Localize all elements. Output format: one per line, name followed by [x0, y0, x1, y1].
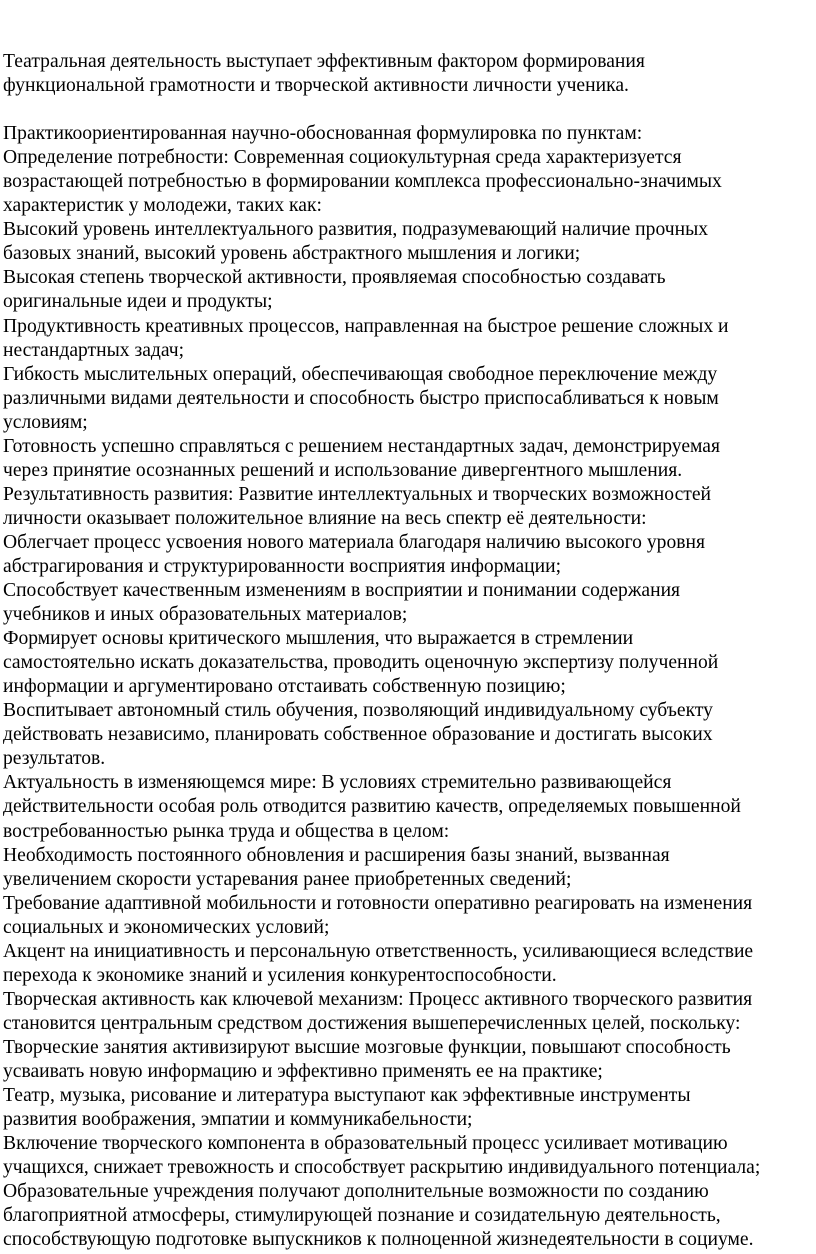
text-line: Определение потребности: Современная социокультурная среда характеризуется: [3, 147, 682, 169]
text-line: Творческая активность как ключевой механизм: Процесс активного творческого развития: [3, 988, 753, 1010]
text-line: Необходимость постоянного обновления и расширения базы знаний, вызванная: [3, 844, 670, 866]
text-line: становится центральным средством достижения вышеперечисленных целей, поскольку:: [3, 1012, 741, 1034]
text-line: перехода к экономике знаний и усиления конкурентоспособности.: [3, 964, 557, 986]
text-line: Актуальность в изменяющемся мире: В условиях стремительно развивающейся: [3, 772, 672, 794]
text-line: через принятие осознанных решений и использование дивергентного мышления.: [3, 459, 683, 481]
text-line: различными видами деятельности и способность быстро приспосабливаться к новым: [3, 387, 719, 409]
text-line: Высокая степень творческой активности, проявляемая способностью создавать: [3, 267, 666, 289]
text-line: самостоятельно искать доказательства, проводить оценочную экспертизу полученной: [3, 652, 719, 674]
text-line: Формирует основы критического мышления, что выражается в стремлении: [3, 628, 634, 650]
text-line: личности оказывает положительное влияние на весь спектр её деятельности:: [3, 507, 647, 529]
text-line: Воспитывает автономный стиль обучения, позволяющий индивидуальному субъекту: [3, 700, 713, 722]
text-line: благоприятной атмосферы, стимулирующей познание и созидательную деятельность,: [3, 1205, 721, 1227]
paragraph-spacer: [3, 98, 814, 122]
text-line: социальных и экономических условий;: [3, 916, 330, 938]
text-line: Высокий уровень интеллектуального развития, подразумевающий наличие прочных: [3, 219, 709, 241]
text-line: Требование адаптивной мобильности и готовности оперативно реагировать на изменения: [3, 892, 753, 914]
text-line: Включение творческого компонента в образовательный процесс усиливает мотивацию: [3, 1133, 728, 1155]
text-line: учащихся, снижает тревожность и способствует раскрытию индивидуального потенциала;: [3, 1157, 761, 1179]
text-line: базовых знаний, высокий уровень абстрактного мышления и логики;: [3, 243, 581, 265]
text-line: результатов.: [3, 748, 106, 770]
text-line: Акцент на инициативность и персональную ответственность, усиливающиеся вследствие: [3, 940, 754, 962]
text-line: увеличением скорости устаревания ранее приобретенных сведений;: [3, 868, 572, 890]
text-line: возрастающей потребностью в формировании комплекса профессионально-значимых: [3, 171, 722, 193]
text-line: усваивать новую информацию и эффективно применять ее на практике;: [3, 1060, 603, 1082]
text-line: действительности особая роль отводится развитию качеств, определяемых повышенной: [3, 796, 741, 818]
text-line: характеристик у молодежи, таких как:: [3, 195, 322, 217]
text-line: Театральная деятельность выступает эффективным фактором формирования: [3, 51, 645, 72]
text-line: действовать независимо, планировать собственное образование и достигать высоких: [3, 724, 713, 746]
text-line: оригинальные идеи и продукты;: [3, 291, 273, 313]
text-line: учебников и иных образовательных материалов;: [3, 604, 408, 626]
text-line: Практикоориентированная научно-обоснованная формулировка по пунктам:: [3, 123, 643, 145]
text-line: Творческие занятия активизируют высшие мозговые функции, повышают способность: [3, 1036, 731, 1058]
text-line: нестандартных задач;: [3, 339, 185, 361]
text-line: функциональной грамотности и творческой активности личности ученика.: [3, 75, 629, 97]
text-line: Способствует качественным изменениям в восприятии и понимании содержания: [3, 580, 681, 602]
text-line: условиям;: [3, 411, 88, 433]
text-line: Облегчает процесс усвоения нового материала благодаря наличию высокого уровня: [3, 531, 706, 553]
text-line: Гибкость мыслительных операций, обеспечивающая свободное переключение между: [3, 363, 718, 385]
text-line: способствующую подготовке выпускников к полноценной жизнедеятельности в социуме.: [3, 1229, 754, 1251]
text-line: востребованностью рынка труда и общества в целом:: [3, 820, 450, 842]
text-line: Образовательные учреждения получают дополнительные возможности по созданию: [3, 1181, 709, 1203]
text-line: информации и аргументировано отстаивать собственную позицию;: [3, 676, 566, 698]
text-line: Готовность успешно справляться с решением нестандартных задач, демонстрируемая: [3, 435, 721, 457]
text-line: Театр, музыка, рисование и литература выступают как эффективные инструменты: [3, 1085, 691, 1107]
text-line: абстрагирования и структурированности восприятия информации;: [3, 555, 562, 577]
text-line: Результативность развития: Развитие интеллектуальных и творческих возможностей: [3, 483, 712, 505]
text-line: развития воображения, эмпатии и коммуникабельности;: [3, 1109, 473, 1131]
text-line: Продуктивность креативных процессов, направленная на быстрое решение сложных и: [3, 315, 729, 337]
